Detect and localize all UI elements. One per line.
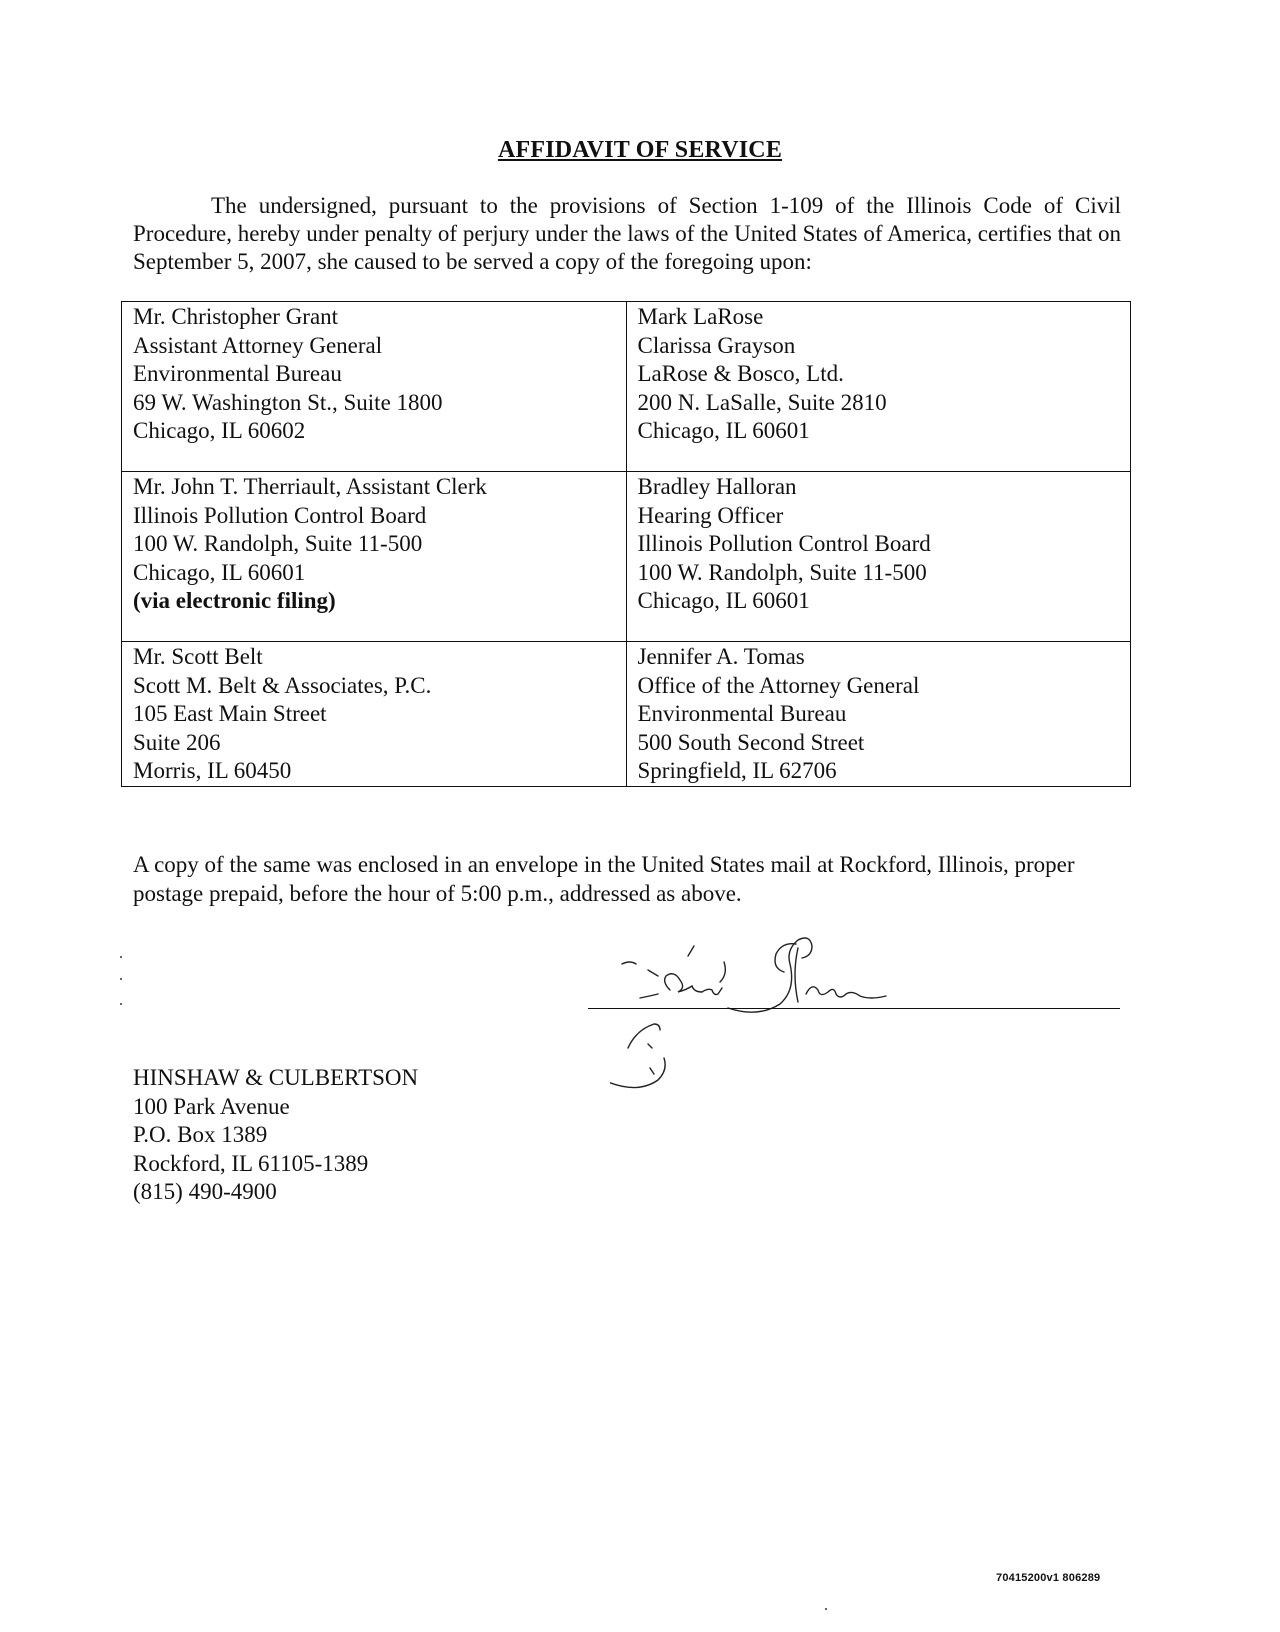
- address-line: Chicago, IL 60601: [637, 418, 810, 444]
- address-line: Chicago, IL 60601: [133, 559, 306, 585]
- scan-speck: [120, 1003, 122, 1005]
- address-line: Illinois Pollution Control Board: [133, 502, 427, 528]
- firm-phone: (815) 490-4900: [133, 1179, 277, 1205]
- handwritten-signature: [610, 920, 930, 1100]
- address-line: Scott M. Belt & Associates, P.C.: [133, 672, 432, 698]
- table-row: [122, 302, 1131, 472]
- firm-address-line: P.O. Box 1389: [133, 1122, 268, 1148]
- address-line: Chicago, IL 60601: [637, 588, 810, 614]
- filing-method-note: (via electronic filing): [133, 588, 336, 614]
- intro-text: The undersigned, pursuant to the provisions of Section 1-109 of the Illinois Code of Civil Procedure, hereby under penalty of perjury under the laws of the United States of America, certifies that on September 5, 2007, she caused to be served a copy of the foregoing upon:: [133, 193, 1121, 274]
- service-cell-right: [626, 642, 1131, 787]
- address-line: 200 N. LaSalle, Suite 2810: [637, 389, 887, 415]
- scan-speck: [120, 978, 122, 980]
- firm-city: Rockford, IL 61105-1389: [133, 1150, 369, 1176]
- service-cell-right: [626, 472, 1131, 642]
- address-line: Environmental Bureau: [133, 361, 342, 387]
- document-number: 70415200v1 806289: [996, 1572, 1101, 1584]
- address-line: Clarissa Grayson: [637, 332, 796, 358]
- table-row: [122, 642, 1131, 787]
- address-line: 100 W. Randolph, Suite 11-500: [637, 559, 927, 585]
- address-line: Environmental Bureau: [637, 701, 847, 727]
- table-row: [122, 472, 1131, 642]
- service-cell-left: [122, 302, 627, 472]
- address-line: LaRose & Bosco, Ltd.: [637, 361, 844, 387]
- address-line: Mr. Scott Belt: [133, 644, 263, 669]
- address-line: Office of the Attorney General: [637, 672, 920, 698]
- address-line: Assistant Attorney General: [133, 332, 383, 358]
- mailing-statement: A copy of the same was enclosed in an envelope in the United States mail at Rockford, Illinois, proper postage prepaid, before the hour of 5:00 p.m., addressed as above.: [133, 852, 1075, 906]
- service-cell-right: [626, 302, 1131, 472]
- intro-paragraph: [133, 192, 1121, 276]
- address-line: Illinois Pollution Control Board: [637, 531, 931, 557]
- address-line: 100 W. Randolph, Suite 11-500: [133, 531, 423, 557]
- firm-address-line: 100 Park Avenue: [133, 1093, 290, 1119]
- scan-speck: [120, 956, 122, 958]
- address-line: Mr. Christopher Grant: [133, 304, 339, 329]
- scan-speck: [825, 1608, 827, 1610]
- firm-block: [133, 1064, 418, 1207]
- address-line: Jennifer A. Tomas: [637, 644, 805, 669]
- address-line: 500 South Second Street: [637, 729, 865, 755]
- service-list-table: [121, 301, 1131, 787]
- service-cell-left: [122, 642, 627, 787]
- address-line: Hearing Officer: [637, 502, 784, 528]
- address-line: Mr. John T. Therriault, Assistant Clerk: [133, 474, 487, 499]
- address-line: 69 W. Washington St., Suite 1800: [133, 389, 443, 415]
- address-line: Bradley Halloran: [637, 474, 797, 499]
- service-cell-left: [122, 472, 627, 642]
- address-line: Springfield, IL 62706: [637, 758, 837, 784]
- signature-line: [588, 1008, 1120, 1009]
- address-line: Suite 206: [133, 729, 221, 755]
- firm-name: HINSHAW & CULBERTSON: [133, 1065, 419, 1090]
- address-line: Morris, IL 60450: [133, 758, 292, 784]
- address-line: 105 East Main Street: [133, 701, 327, 727]
- address-line: Chicago, IL 60602: [133, 418, 306, 444]
- document-title: AFFIDAVIT OF SERVICE: [497, 137, 783, 163]
- address-line: Mark LaRose: [637, 304, 764, 329]
